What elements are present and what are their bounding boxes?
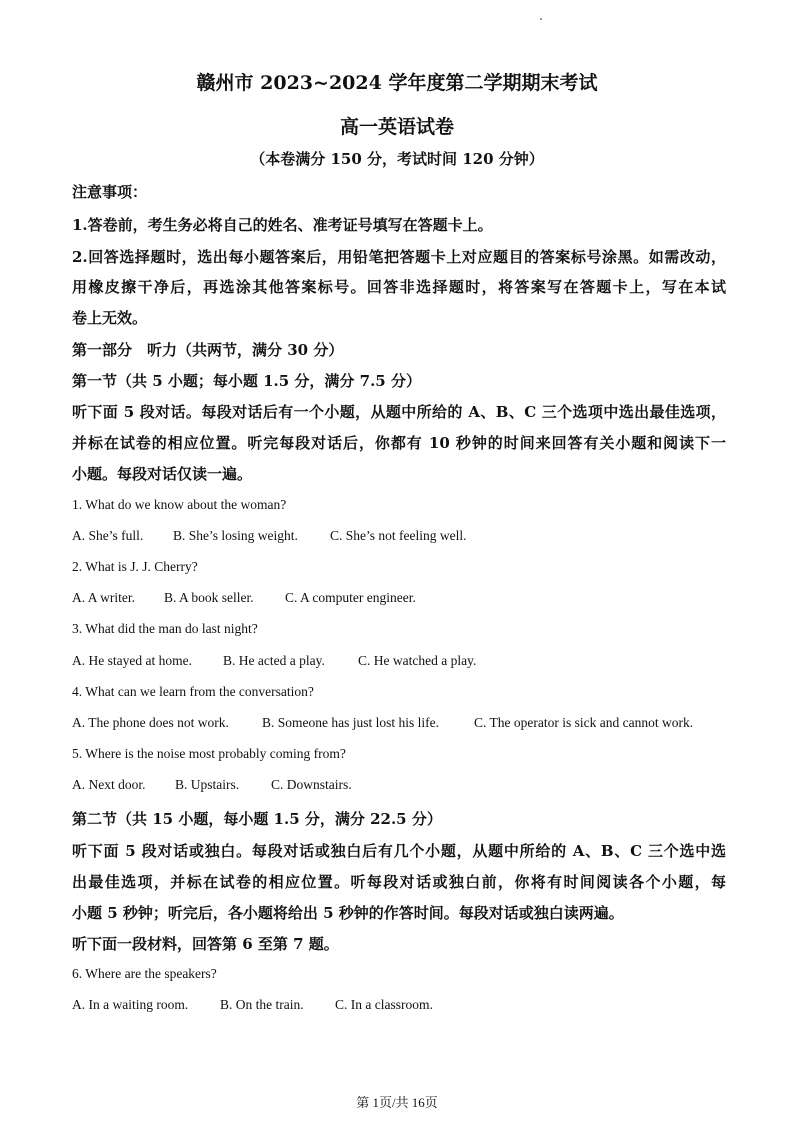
exam-note: （本卷满分 150 分，考试时间 120 分钟） bbox=[250, 150, 544, 168]
question-4-option-b: B. Someone has just lost his life. bbox=[262, 715, 439, 730]
instruction-item-2-line-1: 2.回答选择题时，选出每小题答案后，用铅笔把答题卡上对应题目的答案标号涂黑。如需改动， bbox=[72, 248, 726, 266]
question-1-stem: 1. What do we know about the woman? bbox=[72, 497, 287, 512]
section-2-directions-line-3: 小题 5 秒钟；听完后，各小题将给出 5 秒钟的作答时间。每段对话或独白读两遍。 bbox=[72, 904, 624, 922]
instruction-item-2-line-3: 卷上无效。 bbox=[72, 309, 148, 327]
question-4-stem: 4. What can we learn from the conversation? bbox=[72, 684, 314, 699]
question-5-stem: 5. Where is the noise most probably coming from? bbox=[72, 746, 346, 761]
question-1-option-c: C. She’s not feeling well. bbox=[330, 528, 467, 543]
question-1-options bbox=[72, 528, 466, 544]
exam-subtitle: 高一英语试卷 bbox=[339, 116, 454, 138]
section-2-directions-line-1: 听下面 5 段对话或独白。每段对话或独白后有几个小题，从题中所给的 A、B、C 三个选中选 bbox=[72, 842, 726, 860]
question-6-options bbox=[72, 997, 433, 1013]
question-2-options bbox=[72, 590, 416, 606]
question-5-options bbox=[72, 777, 352, 793]
section-1-directions-line-3: 小题。每段对话仅读一遍。 bbox=[72, 465, 253, 483]
instruction-item-1: 1.答卷前，考生务必将自己的姓名、准考证号填写在答题卡上。 bbox=[72, 216, 493, 234]
question-3-options bbox=[72, 653, 476, 669]
exam-title: 赣州市 2023~2024 学年度第二学期期末考试 bbox=[196, 72, 598, 94]
section-2-heading: 第二节（共 15 小题，每小题 1.5 分，满分 22.5 分） bbox=[72, 810, 442, 828]
section-2-directions-line-2: 出最佳选项，并标在试卷的相应位置。听每段对话或独白前，你将有时间阅读各个小题，每 bbox=[72, 873, 726, 891]
section-1-directions-line-2: 并标在试卷的相应位置。听完每段对话后，你都有 10 秒钟的时间来回答有关小题和阅读下一 bbox=[72, 434, 726, 452]
instruction-item-2-line-2: 用橡皮擦干净后，再选涂其他答案标号。回答非选择题时，将答案写在答题卡上，写在本试 bbox=[72, 278, 726, 296]
instructions-heading: 注意事项： bbox=[72, 183, 148, 201]
question-2-stem: 2. What is J. J. Cherry? bbox=[72, 559, 198, 574]
question-3-option-b: B. He acted a play. bbox=[223, 653, 325, 668]
material-instruction: 听下面一段材料，回答第 6 至第 7 题。 bbox=[72, 935, 339, 953]
question-1-option-a: A. She’s full. bbox=[72, 528, 144, 543]
question-3-option-c: C. He watched a play. bbox=[358, 653, 477, 668]
question-2-option-c: C. A computer engineer. bbox=[285, 590, 416, 605]
question-6-option-a: A. In a waiting room. bbox=[72, 997, 189, 1012]
question-2-option-a: A. A writer. bbox=[72, 590, 135, 605]
question-1-option-b: B. She’s losing weight. bbox=[173, 528, 298, 543]
question-3-stem: 3. What did the man do last night? bbox=[72, 621, 258, 636]
section-1-heading: 第一节（共 5 小题；每小题 1.5 分，满分 7.5 分） bbox=[72, 372, 421, 390]
question-3-option-a: A. He stayed at home. bbox=[72, 653, 192, 668]
section-1-directions-line-1: 听下面 5 段对话。每段对话后有一个小题，从题中所给的 A、B、C 三个选项中选出最佳选项， bbox=[72, 403, 726, 421]
question-5-option-c: C. Downstairs. bbox=[271, 777, 352, 792]
question-5-option-a: A. Next door. bbox=[72, 777, 146, 792]
question-6-option-b: B. On the train. bbox=[220, 997, 304, 1012]
part-1-heading: 第一部分 听力（共两节，满分 30 分） bbox=[72, 341, 344, 359]
question-4-options bbox=[72, 715, 693, 731]
question-2-option-b: B. A book seller. bbox=[164, 590, 254, 605]
scan-dot bbox=[540, 18, 542, 20]
question-6-option-c: C. In a classroom. bbox=[335, 997, 433, 1012]
question-6-stem: 6. Where are the speakers? bbox=[72, 966, 217, 981]
question-4-option-a: A. The phone does not work. bbox=[72, 715, 229, 730]
question-4-option-c: C. The operator is sick and cannot work. bbox=[474, 715, 694, 730]
page-number: 第 1页/共 16页 bbox=[356, 1095, 438, 1110]
question-5-option-b: B. Upstairs. bbox=[175, 777, 240, 792]
